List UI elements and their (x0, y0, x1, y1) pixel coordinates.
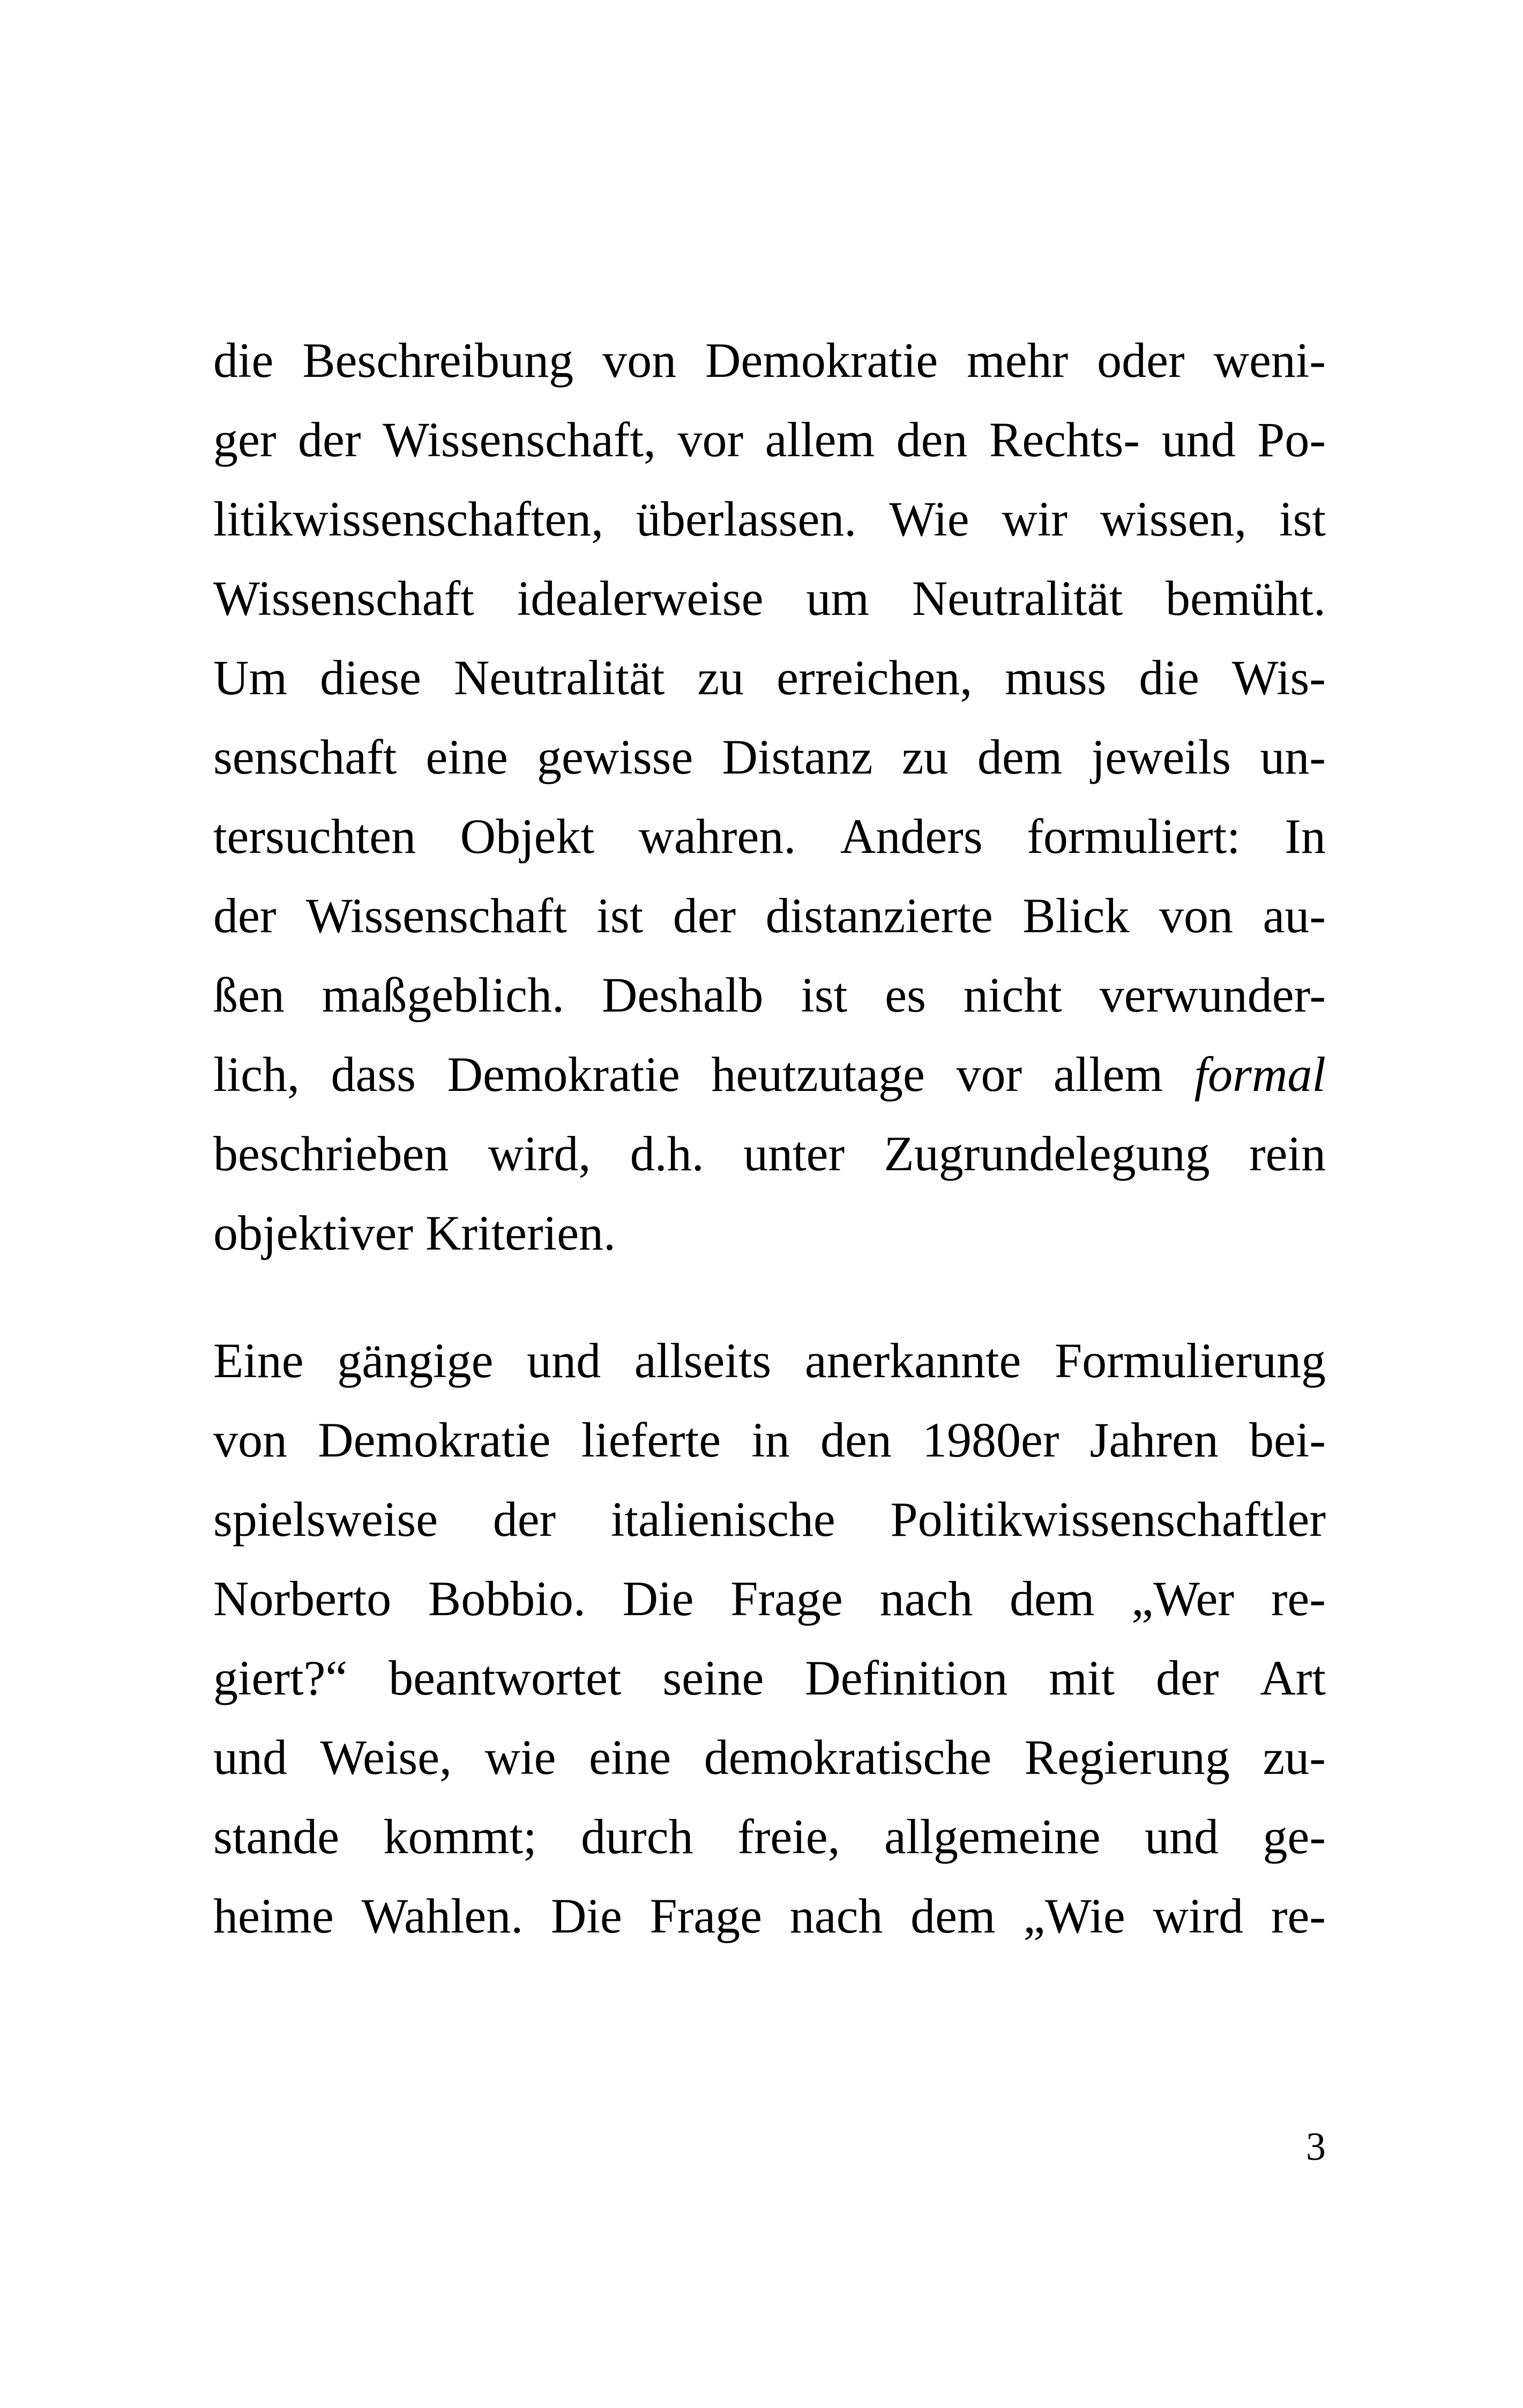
word: Formulierung (1055, 1333, 1326, 1388)
text-line (213, 1035, 1326, 1114)
word: Beschreibung (302, 333, 574, 388)
word: kommt; (383, 1809, 537, 1864)
text-line (213, 1797, 1326, 1876)
word: Eine (213, 1333, 304, 1388)
word: In (1285, 809, 1326, 864)
word: und (1145, 1809, 1219, 1864)
word: „Wer (1131, 1571, 1235, 1626)
word: vor (956, 1047, 1022, 1102)
word: Frage (730, 1571, 843, 1626)
paragraph-2 (213, 1321, 1326, 1956)
text-line (213, 638, 1326, 717)
word: italienische (610, 1492, 835, 1547)
text-line (213, 1400, 1326, 1480)
word: erreichen, (777, 650, 973, 705)
word: Wissenschaft (213, 571, 474, 626)
word: durch (581, 1809, 693, 1864)
word: zu (901, 730, 949, 784)
word: zu (697, 650, 744, 705)
word: Bobbio. (428, 1571, 586, 1626)
word: von (213, 1413, 287, 1467)
word: und (1161, 412, 1236, 467)
paragraph-1 (213, 321, 1326, 1273)
word: Rechts- (989, 412, 1140, 467)
word: Norberto (213, 1571, 392, 1626)
word: wir (1002, 492, 1068, 546)
word: au- (1263, 888, 1326, 943)
word: un- (1260, 730, 1326, 784)
word: nicht (963, 968, 1062, 1022)
word: tersuchten (213, 809, 416, 864)
word: wird, (488, 1126, 591, 1181)
word: muss (1005, 650, 1107, 705)
word: beschrieben (213, 1126, 449, 1181)
text-line (213, 876, 1326, 955)
word: Blick (1022, 888, 1130, 943)
word: Demokratie (705, 333, 938, 388)
word: dem (977, 730, 1063, 784)
word: allem (765, 412, 875, 467)
word: Die (622, 1571, 694, 1626)
word: und (527, 1333, 601, 1388)
word: allgemeine (884, 1809, 1101, 1864)
text-line (213, 1638, 1326, 1718)
text-line (213, 797, 1326, 876)
word: Wissenschaft, (383, 412, 656, 467)
text-line (213, 1876, 1326, 1956)
page-text (213, 321, 1326, 1956)
word: heime (213, 1889, 334, 1943)
word: lieferte (581, 1413, 721, 1467)
word: Anders (840, 809, 983, 864)
word: spielsweise (213, 1492, 438, 1547)
word: Frage (649, 1889, 763, 1943)
word: distanzierte (765, 888, 993, 943)
word: die (1139, 650, 1199, 705)
word: den (820, 1413, 892, 1467)
word: eine (425, 730, 508, 784)
page-number: 3 (1306, 2125, 1326, 2169)
italic-word: formal (1194, 1047, 1326, 1102)
word: ger (213, 412, 277, 467)
word: Die (550, 1889, 622, 1943)
text-line (213, 1718, 1326, 1797)
text-line (213, 955, 1326, 1035)
text-line (213, 1114, 1326, 1193)
word: dass (331, 1047, 416, 1102)
word: ist (596, 888, 644, 943)
word: oder (1097, 333, 1185, 388)
text-line (213, 400, 1326, 479)
word: re- (1271, 1571, 1326, 1626)
word: jeweils (1091, 730, 1231, 784)
word: Distanz (722, 730, 873, 784)
word: wie (484, 1730, 556, 1785)
word: überlassen. (636, 492, 857, 546)
word: beantwortet (389, 1651, 622, 1705)
word: Wahlen. (361, 1889, 524, 1943)
word: diese (319, 650, 421, 705)
word: der (673, 888, 736, 943)
word: wissen, (1100, 492, 1247, 546)
word: dem (910, 1889, 996, 1943)
word: idealerweise (517, 571, 764, 626)
word: Definition (805, 1651, 1008, 1705)
word: allseits (634, 1333, 772, 1388)
word: bei- (1249, 1413, 1326, 1467)
word: nach (879, 1571, 973, 1626)
word: Neutralität (453, 650, 665, 705)
word: freie, (737, 1809, 840, 1864)
text-line (213, 1480, 1326, 1559)
word: Um (213, 650, 287, 705)
word: in (751, 1413, 790, 1467)
word: eine (588, 1730, 671, 1785)
word: verwunder- (1099, 968, 1326, 1022)
word: Politikwissenschaftler (890, 1492, 1326, 1547)
text-line (213, 479, 1326, 559)
word: und (213, 1730, 287, 1785)
word: vor (677, 412, 744, 467)
word: wird (1153, 1889, 1244, 1943)
word: die (213, 333, 274, 388)
word: mit (1049, 1651, 1115, 1705)
word: von (1159, 888, 1233, 943)
word: von (602, 333, 677, 388)
text-line (213, 1321, 1326, 1400)
word: den (896, 412, 968, 467)
word: senschaft (213, 730, 397, 784)
word: wahren. (638, 809, 796, 864)
word: Wie (889, 492, 969, 546)
word: Weise, (320, 1730, 452, 1785)
word: Demokratie (447, 1047, 680, 1102)
word: es (885, 968, 926, 1022)
word: Deshalb (601, 968, 764, 1022)
word: gewisse (537, 730, 693, 784)
word: ist (1279, 492, 1326, 546)
word: allem (1053, 1047, 1163, 1102)
word: Demokratie (318, 1413, 551, 1467)
word: lich, (213, 1047, 300, 1102)
word: maßgeblich. (322, 968, 564, 1022)
word: stande (213, 1809, 340, 1864)
word: der (298, 412, 361, 467)
word: bemüht. (1166, 571, 1326, 626)
word: Zugrundelegung (884, 1126, 1210, 1181)
word: Neutralität (912, 571, 1123, 626)
word: heutzutage (711, 1047, 925, 1102)
word: anerkannte (804, 1333, 1021, 1388)
word: d.h. (630, 1126, 704, 1181)
word: mehr (967, 333, 1069, 388)
word: seine (662, 1651, 764, 1705)
word: demokratische (704, 1730, 992, 1785)
word: formuliert: (1027, 809, 1241, 864)
word: der (213, 888, 277, 943)
text-line (213, 321, 1326, 400)
word: Objekt (460, 809, 595, 864)
word: unter (743, 1126, 845, 1181)
word: Art (1260, 1651, 1326, 1705)
word: der (492, 1492, 556, 1547)
word: weni- (1213, 333, 1326, 388)
text-run: objektiver Kriterien. (213, 1206, 616, 1260)
text-line (213, 717, 1326, 797)
word: nach (789, 1889, 883, 1943)
word: litikwissenschaften, (213, 492, 604, 546)
text-line (213, 1193, 1326, 1273)
word: Jahren (1089, 1413, 1219, 1467)
word: Po- (1257, 412, 1326, 467)
text-line (213, 1559, 1326, 1638)
word: dem (1010, 1571, 1095, 1626)
text-line (213, 559, 1326, 638)
word: ist (801, 968, 848, 1022)
word: „Wie (1023, 1889, 1125, 1943)
word: 1980er (922, 1413, 1059, 1467)
word: Wis- (1231, 650, 1326, 705)
word: der (1155, 1651, 1219, 1705)
word: gängige (337, 1333, 494, 1388)
word: ßen (213, 968, 285, 1022)
word: um (806, 571, 869, 626)
word: Wissenschaft (305, 888, 567, 943)
word: re- (1271, 1889, 1326, 1943)
word: rein (1249, 1126, 1326, 1181)
word: giert?“ (213, 1651, 348, 1705)
word: ge- (1263, 1809, 1326, 1864)
word: zu- (1263, 1730, 1326, 1785)
word: Regierung (1024, 1730, 1230, 1785)
